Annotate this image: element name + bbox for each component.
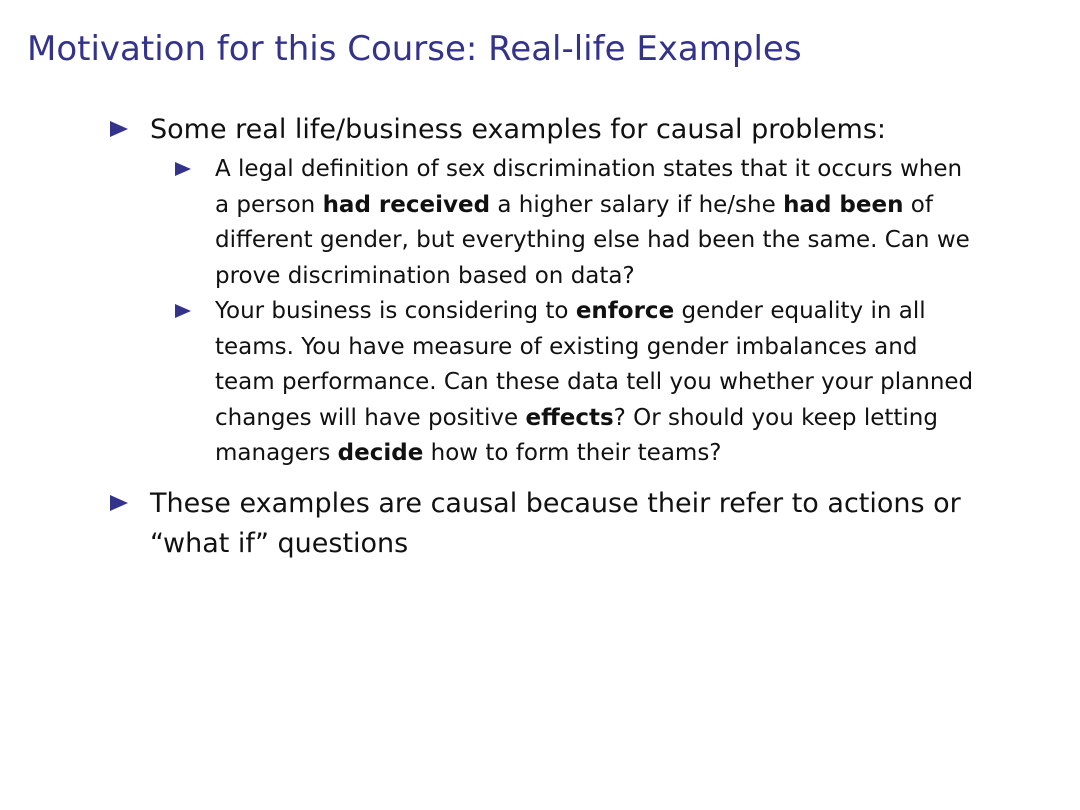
bullet-list	[108, 110, 1008, 564]
bullet-text: Some real life/business examples for causal problems:	[150, 114, 887, 145]
triangle-bullet-icon	[110, 121, 128, 137]
text-segment: A legal definition of sex discrimination states that it occurs when a person	[215, 156, 963, 218]
bold-term-enforce: enforce	[575, 298, 675, 324]
triangle-bullet-icon	[175, 304, 191, 318]
bold-term-had-received: had received	[322, 191, 491, 218]
bold-term-decide: decide	[337, 440, 424, 466]
sub-bullet-text	[215, 298, 973, 466]
triangle-bullet-icon	[110, 495, 128, 511]
bold-term-effects: effects	[525, 404, 614, 431]
bullet-text: These examples are causal because their refer to actions or “what if” questions	[150, 487, 961, 559]
sub-bullet-item-legal-definition	[173, 152, 975, 294]
sub-bullet-text	[215, 156, 970, 289]
bold-term-had-been: had been	[783, 191, 904, 218]
text-segment: of different gender, but everything else had been the same. Can we prove discrimination based on data?	[215, 191, 970, 289]
sub-bullet-item-business-equality	[173, 294, 975, 472]
text-segment: gender equality in all teams. You have measure of existing gender imbalances and team performance. Can these data tell you whether your planned changes will have positive	[215, 298, 974, 431]
bullet-item-causal-reason	[108, 484, 1008, 564]
sub-bullet-list	[108, 152, 1008, 472]
text-segment: ? Or should you keep letting managers	[215, 404, 938, 466]
bullet-item-causal-examples	[108, 110, 1008, 150]
slide-title: Motivation for this Course: Real-life Examples	[27, 29, 802, 69]
text-segment: a higher salary if he/she	[490, 191, 784, 218]
triangle-bullet-icon	[175, 162, 191, 176]
text-segment: Your business is considering to	[215, 298, 576, 324]
text-segment: how to form their teams?	[423, 440, 722, 466]
